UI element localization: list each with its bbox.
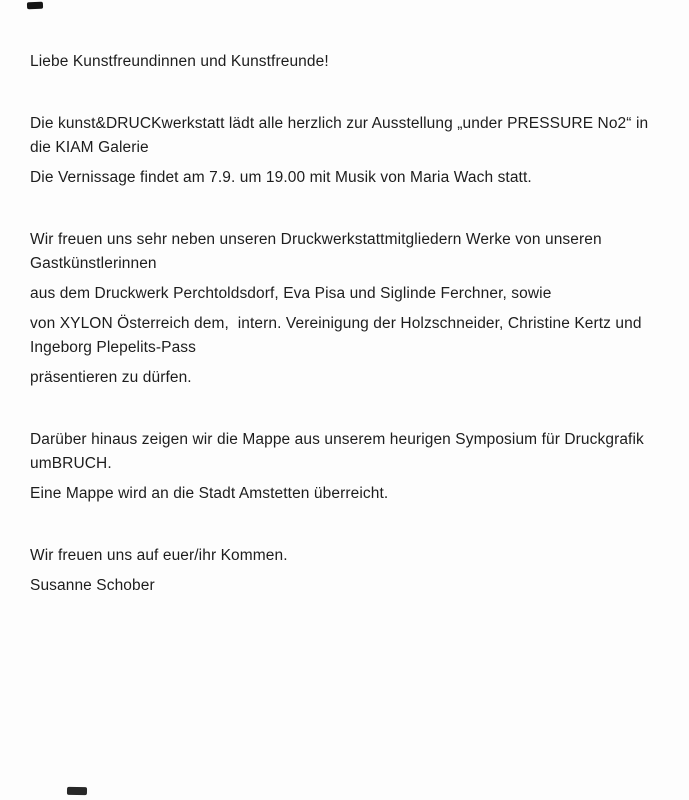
guests-line-4: von XYLON Österreich dem, intern. Vereinigung der Holzschneider, Christine Kertz und (30, 315, 642, 332)
guests-line-2: Gastkünstlerinnen (30, 255, 157, 272)
mappe-line-1: Darüber hinaus zeigen wir die Mappe aus unserem heurigen Symposium für Druckgrafik (30, 431, 644, 448)
scan-artifact-top-icon (27, 2, 43, 10)
vernissage-line: Die Vernissage findet am 7.9. um 19.00 mit Musik von Maria Wach statt. (30, 169, 532, 186)
mappe-line-2: umBRUCH. (30, 455, 112, 472)
mappe-line-3: Eine Mappe wird an die Stadt Amstetten überreicht. (30, 485, 389, 502)
invitation-line-1: Die kunst&DRUCKwerkstatt lädt alle herzlich zur Ausstellung „under PRESSURE No2“ in (30, 115, 649, 132)
letter-body (30, 50, 673, 598)
guests-line-1: Wir freuen uns sehr neben unseren Druckwerkstattmitgliedern Werke von unseren (30, 231, 602, 248)
scan-artifact-bottom-icon (67, 787, 87, 795)
presentation-line: präsentieren zu dürfen. (30, 369, 192, 386)
greeting-line: Liebe Kunstfreundinnen und Kunstfreunde! (30, 53, 329, 70)
signature-line: Susanne Schober (30, 577, 155, 594)
guests-line-3: aus dem Druckwerk Perchtoldsdorf, Eva Pisa und Siglinde Ferchner, sowie (30, 285, 552, 302)
guests-line-5: Ingeborg Plepelits-Pass (30, 339, 197, 356)
invitation-line-2: die KIAM Galerie (30, 139, 149, 156)
closing-line: Wir freuen uns auf euer/ihr Kommen. (30, 547, 288, 564)
